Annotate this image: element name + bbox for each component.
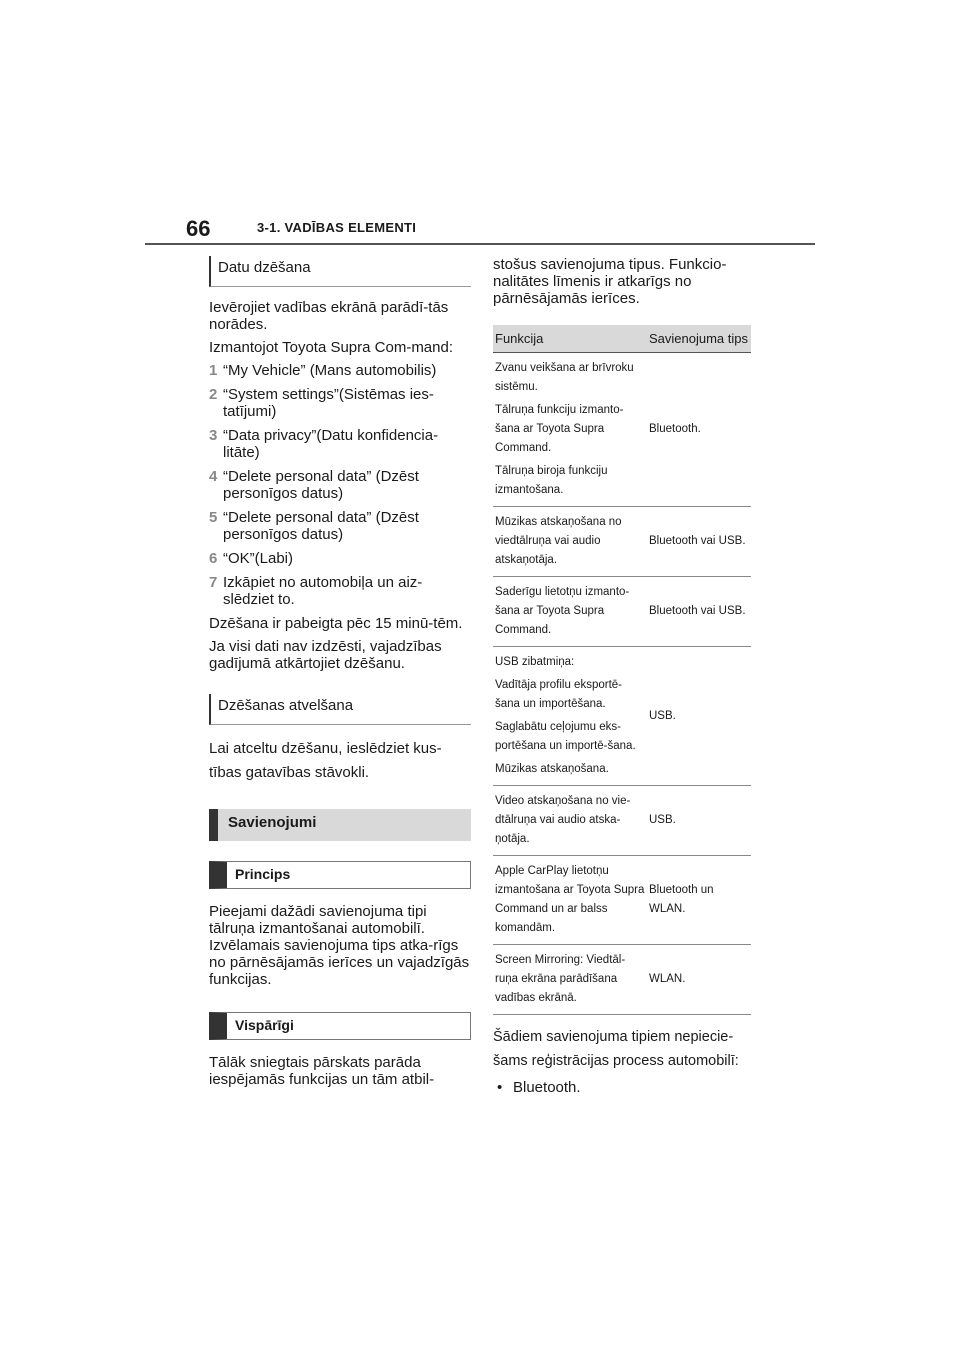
function-text: Apple CarPlay lietotņu izmantošana ar Toyota Supra Command un ar balss komandām. xyxy=(495,865,645,934)
section-title: 3-1. VADĪBAS ELEMENTI xyxy=(257,220,417,235)
function-cell xyxy=(493,856,647,945)
right-column xyxy=(493,256,751,1096)
cancel-delete-heading: Dzēšanas atvelšana xyxy=(209,694,471,725)
step-text: “Delete personal data” (Dzēst personīgos datus) xyxy=(223,468,419,502)
intro-paragraph-2: Izmantojot Toyota Supra Com-mand: xyxy=(209,339,454,356)
connections-heading: Savienojumi xyxy=(209,809,471,841)
step-item xyxy=(209,550,471,567)
function-text: Mūzikas atskaņošana no viedtālruņa vai audio atskaņotāja. xyxy=(495,516,622,566)
type-cell: Bluetooth. xyxy=(647,353,751,507)
step-number: 5 xyxy=(209,509,218,526)
bullet-icon: • xyxy=(497,1079,503,1096)
registration-note: Šādiem savienojuma tipiem nepiecie-šams reģistrācijas process automobilī: xyxy=(493,1029,739,1069)
function-text: Tālruņa funkciju izmanto-šana ar Toyota Supra Command. xyxy=(495,404,624,454)
step-number: 6 xyxy=(209,550,218,567)
step-item xyxy=(209,362,471,379)
step-item xyxy=(209,386,471,420)
principle-heading: Princips xyxy=(209,861,471,889)
step-list xyxy=(209,362,471,608)
step-item xyxy=(209,427,471,461)
table-row xyxy=(493,856,751,945)
completion-note: Dzēšana ir pabeigta pēc 15 minū-tēm. xyxy=(209,615,463,632)
function-cell xyxy=(493,353,647,507)
intro-paragraph-1: Ievērojiet vadības ekrānā parādī-tās norādes. xyxy=(209,299,449,333)
column-header-function: Funkcija xyxy=(493,325,647,353)
type-cell: Bluetooth vai USB. xyxy=(647,577,751,647)
step-number: 4 xyxy=(209,468,218,485)
function-cell xyxy=(493,945,647,1015)
table-row xyxy=(493,507,751,577)
step-number: 1 xyxy=(209,362,218,379)
connection-types-table xyxy=(493,325,751,1015)
function-text: Saglabātu ceļojumu eks-portēšana un importē-šana. xyxy=(495,721,636,752)
step-item xyxy=(209,468,471,502)
table-header-row xyxy=(493,325,751,353)
function-cell xyxy=(493,577,647,647)
list-item xyxy=(493,1079,751,1096)
list-item-text: Bluetooth. xyxy=(513,1079,581,1096)
step-text: Izkāpiet no automobiļa un aiz-slēdziet to. xyxy=(223,574,423,608)
column-header-type: Savienojuma tips xyxy=(647,325,751,353)
table-row xyxy=(493,945,751,1015)
function-cell xyxy=(493,647,647,786)
step-text: “My Vehicle” (Mans automobilis) xyxy=(223,362,437,379)
table-row xyxy=(493,647,751,786)
step-number: 7 xyxy=(209,574,218,591)
step-text: “Data privacy”(Datu konfidencia-litāte) xyxy=(223,427,439,461)
function-cell xyxy=(493,507,647,577)
table-row xyxy=(493,353,751,507)
function-text: Video atskaņošana no vie-dtālruņa vai audio atska-ņotāja. xyxy=(495,795,631,845)
principle-paragraph: Pieejami dažādi savienojuma tipi tālruņa izmantošanai automobilī. Izvēlamais savienojuma tips atka-rīgs no pārnēsājamās ierīces un vajadzīgās funkcijas. xyxy=(209,903,470,988)
type-cell: WLAN. xyxy=(647,945,751,1015)
type-cell: Bluetooth vai USB. xyxy=(647,507,751,577)
general-heading: Vispārīgi xyxy=(209,1012,471,1040)
function-text: Tālruņa biroja funkciju izmantošana. xyxy=(495,465,608,496)
type-cell: USB. xyxy=(647,786,751,856)
continued-paragraph: stošus savienojuma tipus. Funkcio-nalitātes līmenis ir atkarīgs no pārnēsājamās ierīces. xyxy=(493,256,727,307)
function-text: USB zibatmiņa: xyxy=(495,656,575,668)
header-divider xyxy=(145,243,815,245)
step-text: “Delete personal data” (Dzēst personīgos datus) xyxy=(223,509,419,543)
table-row xyxy=(493,577,751,647)
step-number: 3 xyxy=(209,427,218,444)
function-cell xyxy=(493,786,647,856)
delete-data-heading: Datu dzēšana xyxy=(209,256,471,287)
type-cell: Bluetooth un WLAN. xyxy=(647,856,751,945)
function-text: Zvanu veikšana ar brīvroku sistēmu. xyxy=(495,362,634,393)
step-item xyxy=(209,509,471,543)
step-text: “OK”(Labi) xyxy=(223,550,294,567)
general-paragraph: Tālāk sniegtais pārskats parāda iespējamās funkcijas un tām atbil- xyxy=(209,1054,435,1088)
function-text: Saderīgu lietotņu izmanto-šana ar Toyota Supra Command. xyxy=(495,586,630,636)
step-item xyxy=(209,574,471,608)
table-row xyxy=(493,786,751,856)
function-text: Screen Mirroring: Viedtāl-ruņa ekrāna parādīšana vadības ekrānā. xyxy=(495,954,626,1004)
type-cell: USB. xyxy=(647,647,751,786)
step-text: “System settings”(Sistēmas ies-tatījumi) xyxy=(223,386,434,420)
step-number: 2 xyxy=(209,386,218,403)
page-number: 66 xyxy=(186,216,211,241)
function-text: Vadītāja profilu eksportē-šana un importēšana. xyxy=(495,679,622,710)
function-text: Mūzikas atskaņošana. xyxy=(495,763,609,775)
left-column xyxy=(209,256,471,1094)
cancel-paragraph: Lai atceltu dzēšanu, ieslēdziet kus-tības gatavības stāvokli. xyxy=(209,740,442,781)
repeat-note: Ja visi dati nav izdzēsti, vajadzības gadījumā atkārtojiet dzēšanu. xyxy=(209,638,442,672)
